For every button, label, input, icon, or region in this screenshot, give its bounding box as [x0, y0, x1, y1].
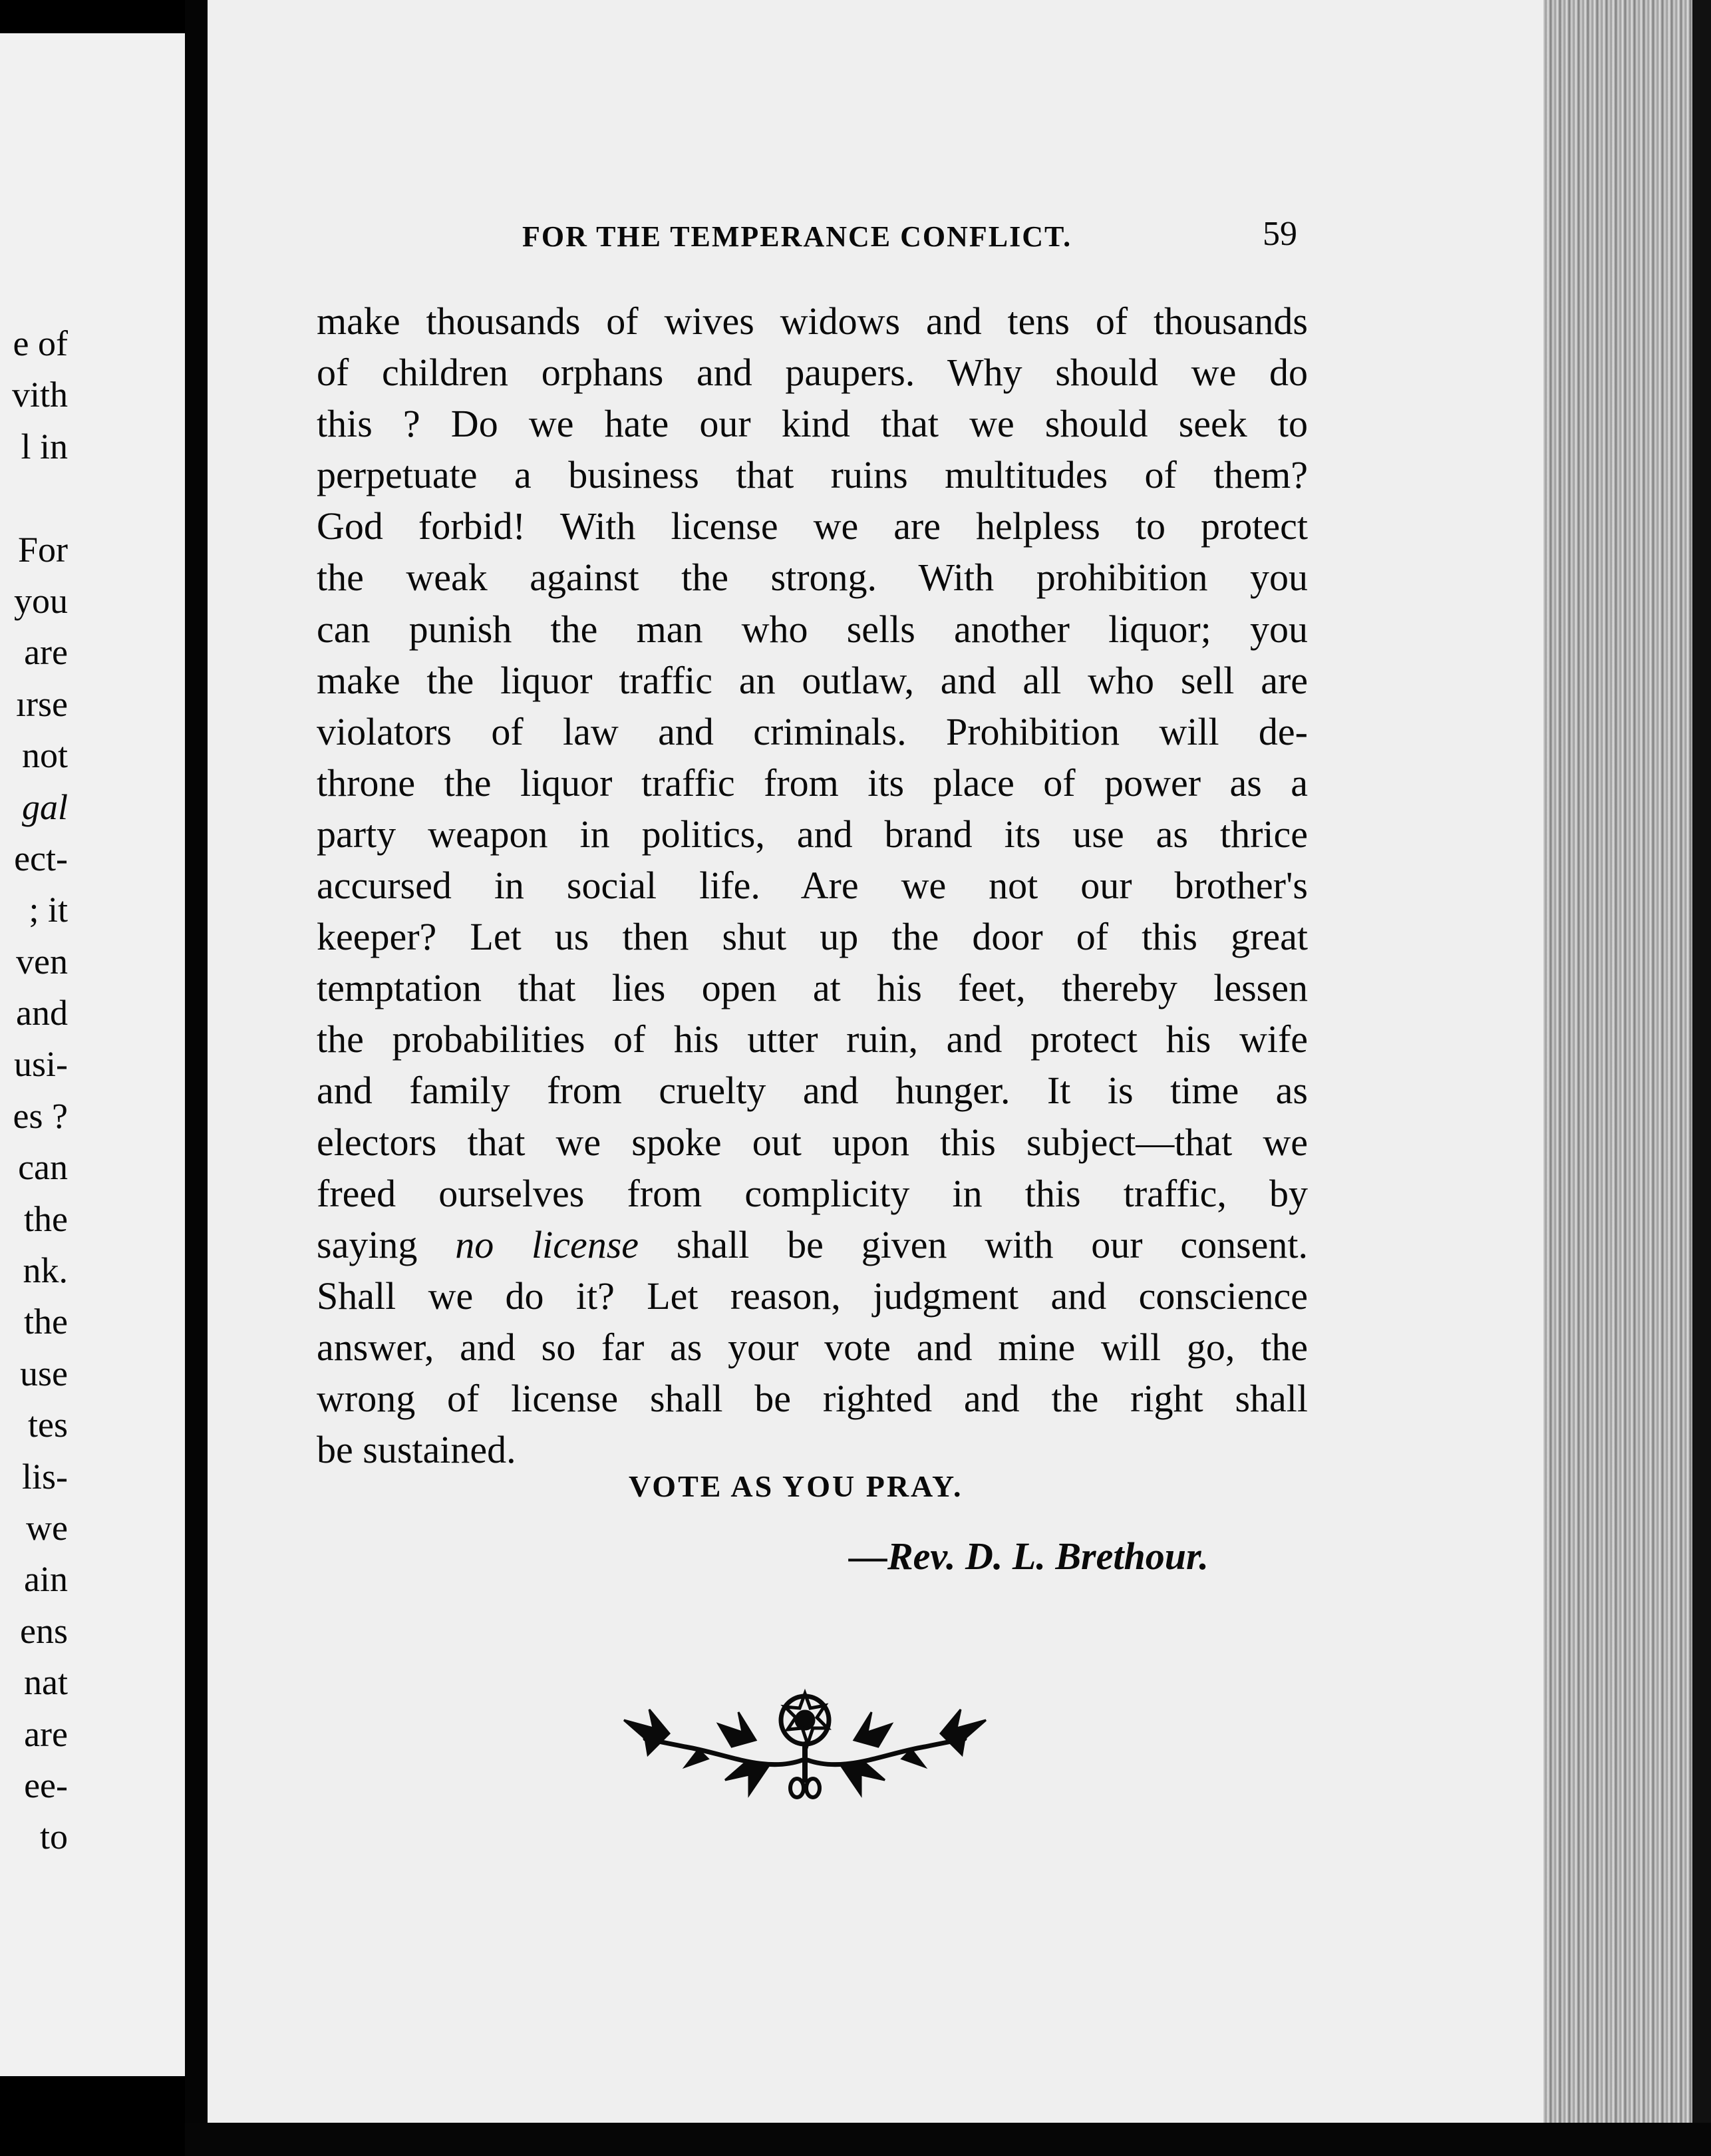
text-line: and family from cruelty and hunger. It is time as — [317, 1069, 1308, 1113]
previous-page-fragment — [0, 1399, 185, 1451]
text-line: the weak against the strong. With prohibition you — [317, 556, 1308, 600]
fragment-text: ırse — [16, 683, 68, 724]
text-line: violators of law and criminals. Prohibition will de- — [317, 709, 1308, 753]
fragment-text: ain — [24, 1559, 68, 1600]
previous-page-fragment — [0, 679, 185, 730]
previous-page-fragment — [0, 1451, 185, 1503]
fragment-text: the — [24, 1302, 68, 1342]
fragment-text: to — [39, 1817, 68, 1857]
previous-page-sliver — [0, 33, 185, 2076]
body-text — [317, 295, 1308, 1475]
text-line: accursed in social life. Are we not our brother's — [317, 864, 1308, 908]
previous-page-fragment — [0, 1554, 185, 1605]
fragment-text: ven — [16, 941, 68, 982]
text-span: shall be given with our consent. — [639, 1222, 1309, 1266]
fragment-text: e of — [13, 323, 68, 363]
text-line: wrong of license shall be righted and the right shall — [317, 1376, 1308, 1420]
text-line: throne the liquor traffic from its place of power as a — [317, 761, 1308, 805]
text-line-with-emphasis — [317, 1219, 1308, 1270]
fragment-text: es ? — [13, 1095, 68, 1136]
text-line: can punish the man who sells another liquor; you — [317, 607, 1308, 651]
fragment-text: use — [20, 1353, 68, 1393]
scan-bottom-border — [185, 2123, 1711, 2156]
previous-page-fragment — [0, 369, 185, 421]
previous-page-fragment — [0, 1503, 185, 1554]
previous-page-fragment — [0, 1039, 185, 1090]
motto: VOTE AS YOU PRAY. — [629, 1469, 963, 1503]
fragment-text: not — [21, 735, 68, 776]
previous-page-fragment — [0, 1142, 185, 1193]
fragment-text: usi- — [14, 1044, 68, 1085]
previous-page-fragment — [0, 1760, 185, 1811]
previous-page-fragment — [0, 730, 185, 781]
previous-page-fragment — [0, 1091, 185, 1142]
fragment-text: you — [14, 580, 68, 621]
previous-page-fragment — [0, 318, 185, 369]
fragment-text: lis- — [21, 1456, 68, 1497]
text-line: keeper? Let us then shut up the door of this great — [317, 915, 1308, 959]
floral-tailpiece-icon — [619, 1680, 991, 1803]
fragment-text: tes — [28, 1405, 68, 1445]
text-line: God forbid! With license we are helpless to protect — [317, 504, 1308, 548]
fragment-text: ens — [20, 1610, 68, 1651]
emphasis-no-license: no license — [455, 1222, 639, 1266]
fragment-text: l in — [21, 426, 68, 466]
text-line: answer, and so far as your vote and mine will go, the — [317, 1325, 1308, 1369]
previous-page-fragment — [0, 936, 185, 988]
text-line: of children orphans and paupers. Why should we do — [317, 351, 1308, 395]
previous-page-fragment — [0, 421, 185, 472]
fragment-text: the — [24, 1198, 68, 1239]
previous-page-fragment — [0, 524, 185, 576]
text-line: electors that we spoke out upon this subject—that we — [317, 1120, 1308, 1164]
previous-page-fragment — [0, 472, 185, 524]
fragment-text: ; it — [29, 890, 68, 930]
previous-page-fragment — [0, 884, 185, 936]
previous-page-fragment — [0, 1811, 185, 1863]
page-edge-stack — [1543, 0, 1711, 2156]
previous-page-fragment — [0, 988, 185, 1039]
page-number: 59 — [1263, 215, 1297, 253]
page-edge-shadow — [1692, 0, 1711, 2156]
text-line: freed ourselves from complicity in this traffic, by — [317, 1171, 1308, 1215]
previous-page-fragment — [0, 1245, 185, 1296]
previous-page-fragment — [0, 782, 185, 833]
text-line: make thousands of wives widows and tens of thousands — [317, 299, 1308, 343]
fragment-text: ect- — [14, 838, 68, 878]
text-line: Shall we do it? Let reason, judgment and conscience — [317, 1274, 1308, 1318]
fragment-text: For — [17, 529, 68, 570]
text-line-last: be sustained. — [317, 1428, 516, 1472]
fragment-text: vith — [11, 375, 68, 415]
previous-page-fragment — [0, 833, 185, 884]
previous-page-fragment — [0, 1606, 185, 1657]
fragment-text: are — [24, 632, 68, 673]
previous-page-fragment — [0, 1348, 185, 1399]
text-line: temptation that lies open at his feet, thereby lessen — [317, 966, 1308, 1010]
fragment-text: are — [24, 1713, 68, 1754]
previous-page-fragment — [0, 1296, 185, 1348]
running-head: FOR THE TEMPERANCE CONFLICT. — [522, 220, 1072, 253]
book-gutter — [185, 0, 208, 2156]
fragment-text: can — [18, 1147, 68, 1188]
previous-page-text-fragments — [0, 318, 185, 1863]
text-line: the probabilities of his utter ruin, and protect his wife — [317, 1017, 1308, 1061]
fragment-text: we — [26, 1507, 68, 1548]
fragment-text: nk. — [23, 1250, 68, 1291]
attribution: —Rev. D. L. Brethour. — [849, 1534, 1209, 1578]
text-span: saying — [317, 1222, 456, 1266]
previous-page-fragment — [0, 1657, 185, 1708]
text-line: perpetuate a business that ruins multitudes of them? — [317, 453, 1308, 497]
previous-page-fragment — [0, 576, 185, 627]
text-line: this ? Do we hate our kind that we should seek to — [317, 402, 1308, 446]
fragment-text: ee- — [24, 1765, 68, 1805]
previous-page-fragment — [0, 1709, 185, 1760]
previous-page-fragment — [0, 627, 185, 678]
text-line: party weapon in politics, and brand its use as thrice — [317, 812, 1308, 856]
text-line: make the liquor traffic an outlaw, and all who sell are — [317, 658, 1308, 702]
previous-page-fragment — [0, 1194, 185, 1245]
fragment-text: and — [16, 993, 68, 1033]
fragment-text: gal — [21, 787, 68, 827]
fragment-text: nat — [24, 1662, 68, 1703]
